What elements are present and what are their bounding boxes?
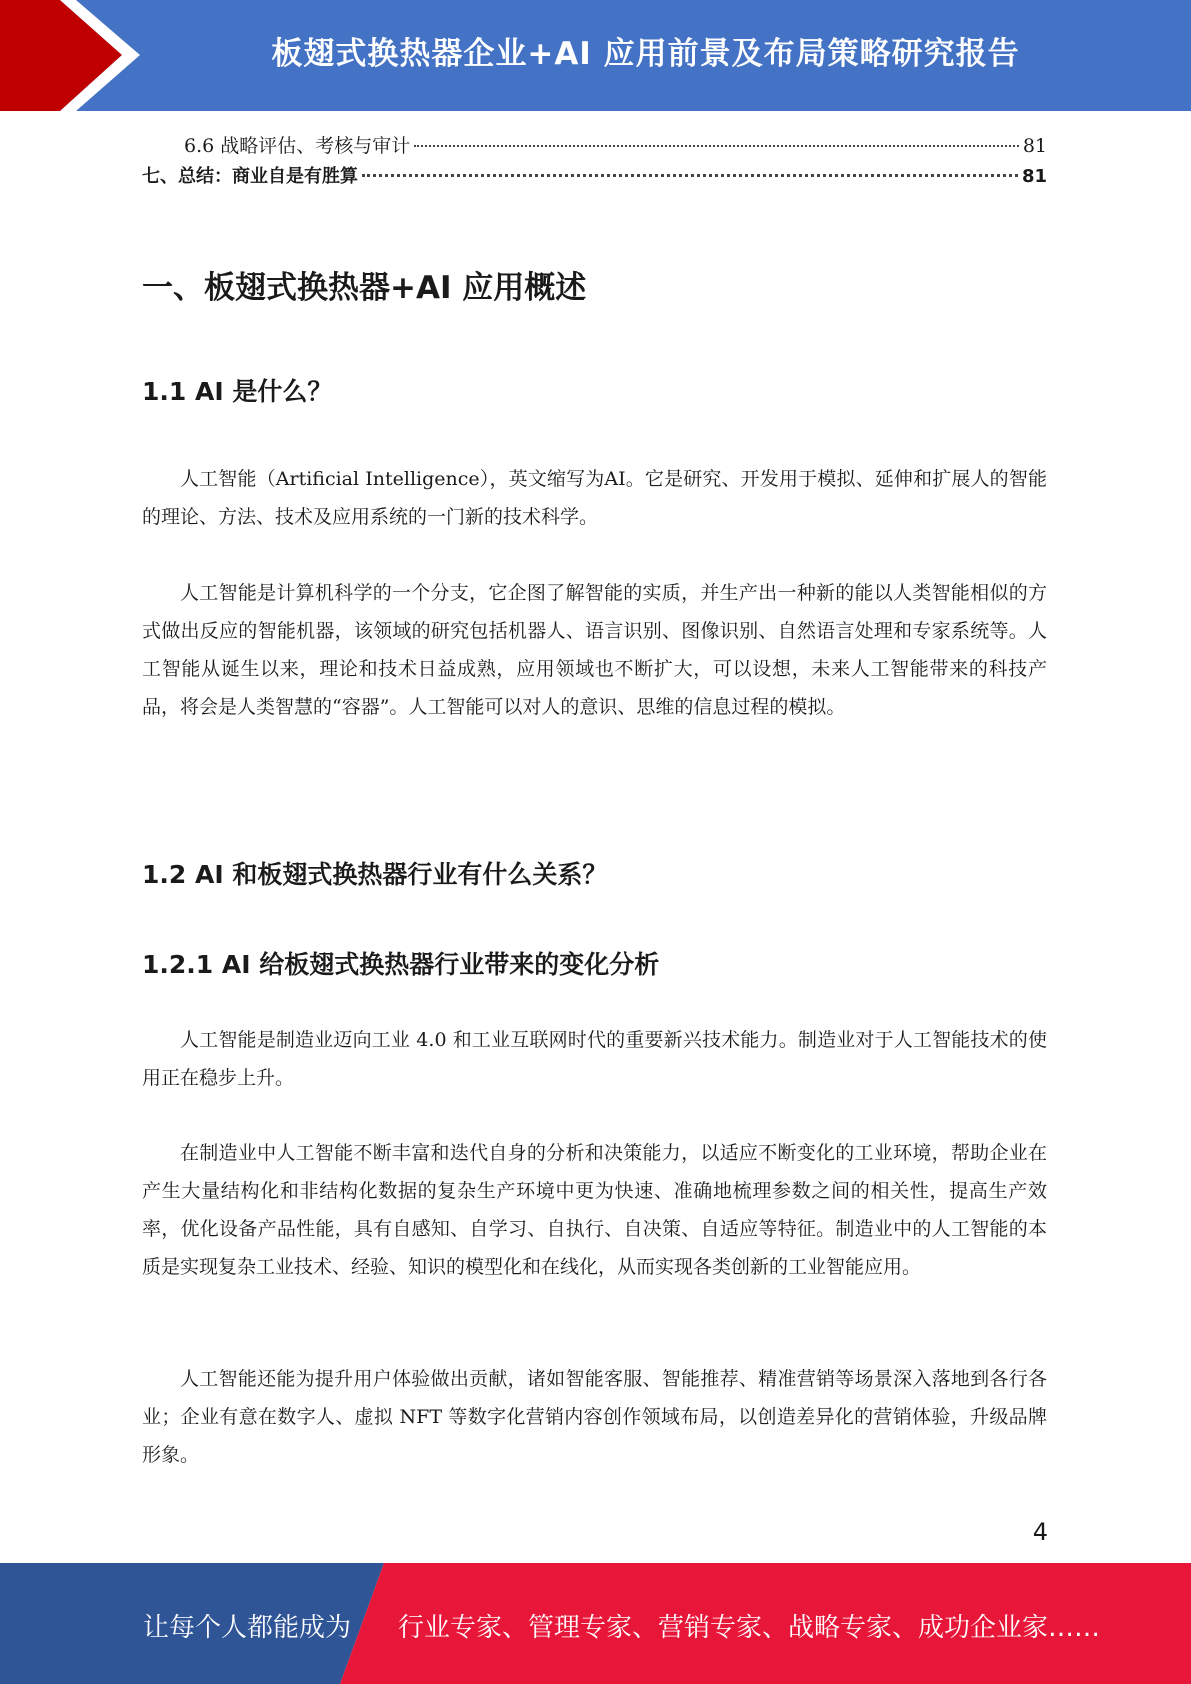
toc-entry-page: 81 bbox=[1022, 135, 1047, 157]
toc-entry-page: 81 bbox=[1021, 166, 1047, 187]
body-paragraph: 人工智能还能为提升用户体验做出贡献，诸如智能客服、智能推荐、精准营销等场景深入落地到各行各业；企业有意在数字人、虚拟 NFT 等数字化营销内容创作领域布局，以创造差异化的营销体验，升级品牌形象。 bbox=[142, 1368, 1047, 1466]
body-paragraph: 人工智能是计算机科学的一个分支，它企图了解智能的实质，并生产出一种新的能以人类智能相似的方式做出反应的智能机器，该领域的研究包括机器人、语言识别、图像识别、自然语言处理和专家系统等。人工智能从诞生以来，理论和技术日益成熟，应用领域也不断扩大，可以设想，未来人工智能带来的科技产品，将会是人类智慧的“容器”。人工智能可以对人的意识、思维的信息过程的模拟。 bbox=[142, 582, 1047, 718]
header-band bbox=[0, 0, 1191, 111]
footer-slogan-right: 行业专家、管理专家、营销专家、战略专家、成功企业家…… bbox=[398, 1613, 1101, 1643]
chapter-heading: 一、板翅式换热器+AI 应用概述 bbox=[142, 270, 587, 306]
body-paragraph: 人工智能（Artificial Intelligence），英文缩写为AI。它是研究、开发用于模拟、延伸和扩展人的智能的理论、方法、技术及应用系统的一门新的技术科学。 bbox=[142, 468, 1047, 528]
toc-leader-dots bbox=[414, 145, 1019, 147]
toc-entry-label: 七、总结：商业自是有胜算 bbox=[142, 166, 358, 187]
page-number: 4 bbox=[1032, 1518, 1048, 1546]
toc-entry-chapter-7[interactable] bbox=[142, 162, 1047, 188]
subsection-heading-1-2-1: 1.2.1 AI 给板翅式换热器行业带来的变化分析 bbox=[142, 950, 660, 979]
body-paragraph: 在制造业中人工智能不断丰富和迭代自身的分析和决策能力，以适应不断变化的工业环境，帮助企业在产生大量结构化和非结构化数据的复杂生产环境中更为快速、准确地梳理参数之间的相关性，提高生产效率，优化设备产品性能，具有自感知、自学习、自执行、自决策、自适应等特征。制造业中的人工智能的本质是实现复杂工业技术、经验、知识的模型化和在线化，从而实现各类创新的工业智能应用。 bbox=[142, 1142, 1047, 1278]
report-title: 板翅式换热器企业+AI 应用前景及布局策略研究报告 bbox=[271, 36, 1020, 72]
toc-leader-dots bbox=[362, 174, 1018, 177]
header-arrow-graphic bbox=[0, 0, 160, 111]
toc-entry-label: 6.6 战略评估、考核与审计 bbox=[184, 135, 411, 157]
section-heading-1-1: 1.1 AI 是什么？ bbox=[142, 377, 333, 406]
footer-slogan-left: 让每个人都能成为 bbox=[143, 1613, 352, 1643]
section-heading-1-2: 1.2 AI 和板翅式换热器行业有什么关系？ bbox=[142, 860, 608, 889]
footer-band bbox=[0, 1563, 1191, 1684]
body-paragraph: 人工智能是制造业迈向工业 4.0 和工业互联网时代的重要新兴技术能力。制造业对于人工智能技术的使用正在稳步上升。 bbox=[142, 1029, 1047, 1089]
toc-entry-6-6[interactable] bbox=[142, 131, 1047, 158]
